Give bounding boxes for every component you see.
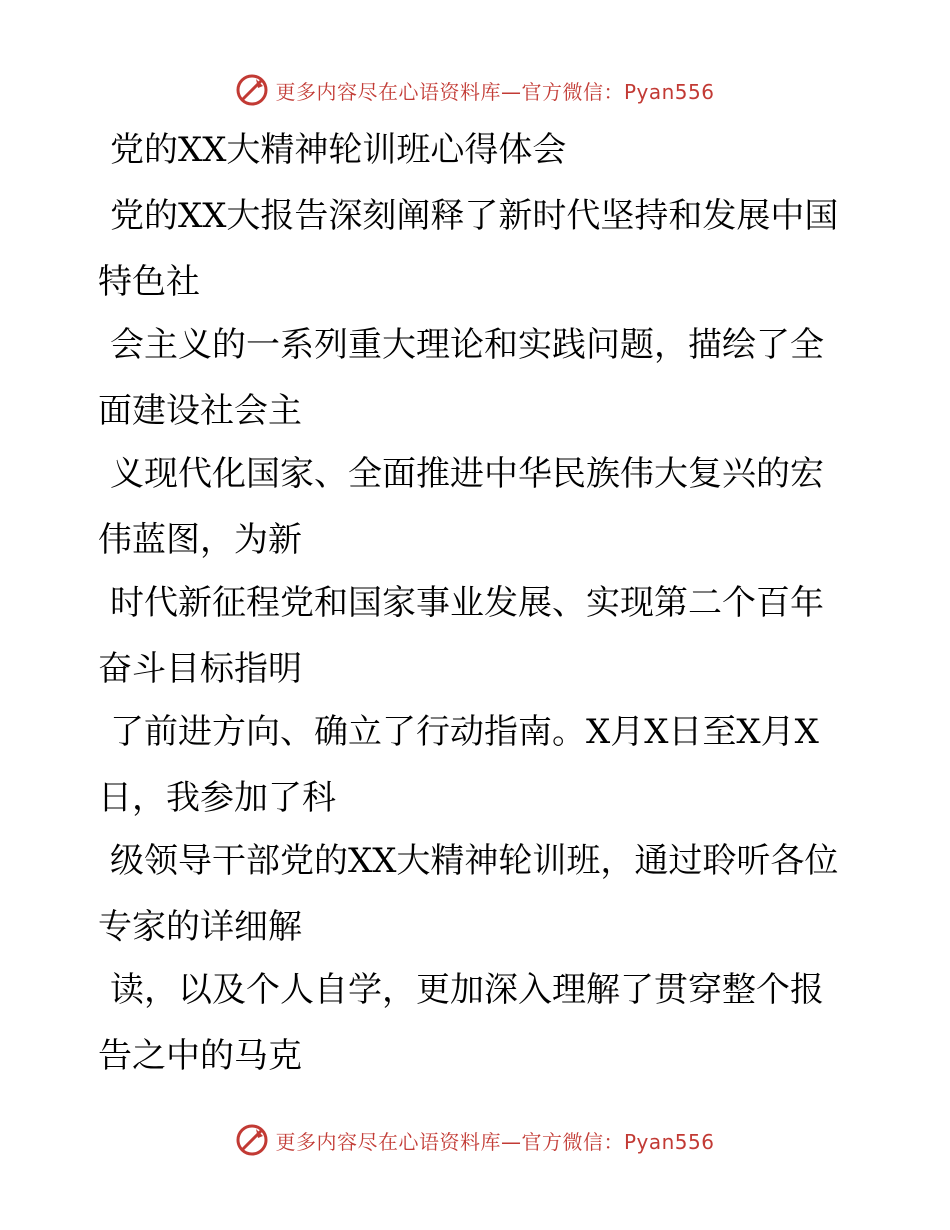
paragraph-line: 奋斗目标指明 <box>98 649 302 689</box>
paragraph-line: 伟蓝图，为新 <box>98 520 302 560</box>
document-title: 党的XX大精神轮训班心得体会 <box>110 130 567 170</box>
paragraph-line: 了前进方向、确立了行动指南。X月X日至X月X <box>110 712 819 752</box>
paragraph-line: 义现代化国家、全面推进中华民族伟大复兴的宏 <box>110 454 824 494</box>
paragraph-line: 日，我参加了科 <box>98 778 336 818</box>
header-banner <box>0 70 950 110</box>
document-body <box>98 118 858 1078</box>
paragraph-line: 专家的详细解 <box>98 907 302 947</box>
paragraph-line: 读，以及个人自学，更加深入理解了贯穿整个报 <box>110 970 824 1010</box>
header-banner-text: 更多内容尽在心语资料库—官方微信：Pyan556 <box>275 79 715 104</box>
paragraph-line: 会主义的一系列重大理论和实践问题，描绘了全 <box>110 325 824 365</box>
paragraph-line: 时代新征程党和国家事业发展、实现第二个百年 <box>110 583 824 623</box>
paragraph-line: 党的XX大报告深刻阐释了新时代坚持和发展中国 <box>110 196 839 236</box>
quill-seal-icon <box>235 1123 269 1157</box>
paragraph-line: 特色社 <box>98 262 200 302</box>
quill-seal-icon <box>235 73 269 107</box>
footer-banner-text: 更多内容尽在心语资料库—官方微信：Pyan556 <box>275 1129 715 1154</box>
paragraph-line: 面建设社会主 <box>98 391 302 431</box>
paragraph-line: 告之中的马克 <box>98 1036 302 1076</box>
paragraph-line: 级领导干部党的XX大精神轮训班，通过聆听各位 <box>110 841 839 881</box>
footer-banner <box>0 1120 950 1160</box>
